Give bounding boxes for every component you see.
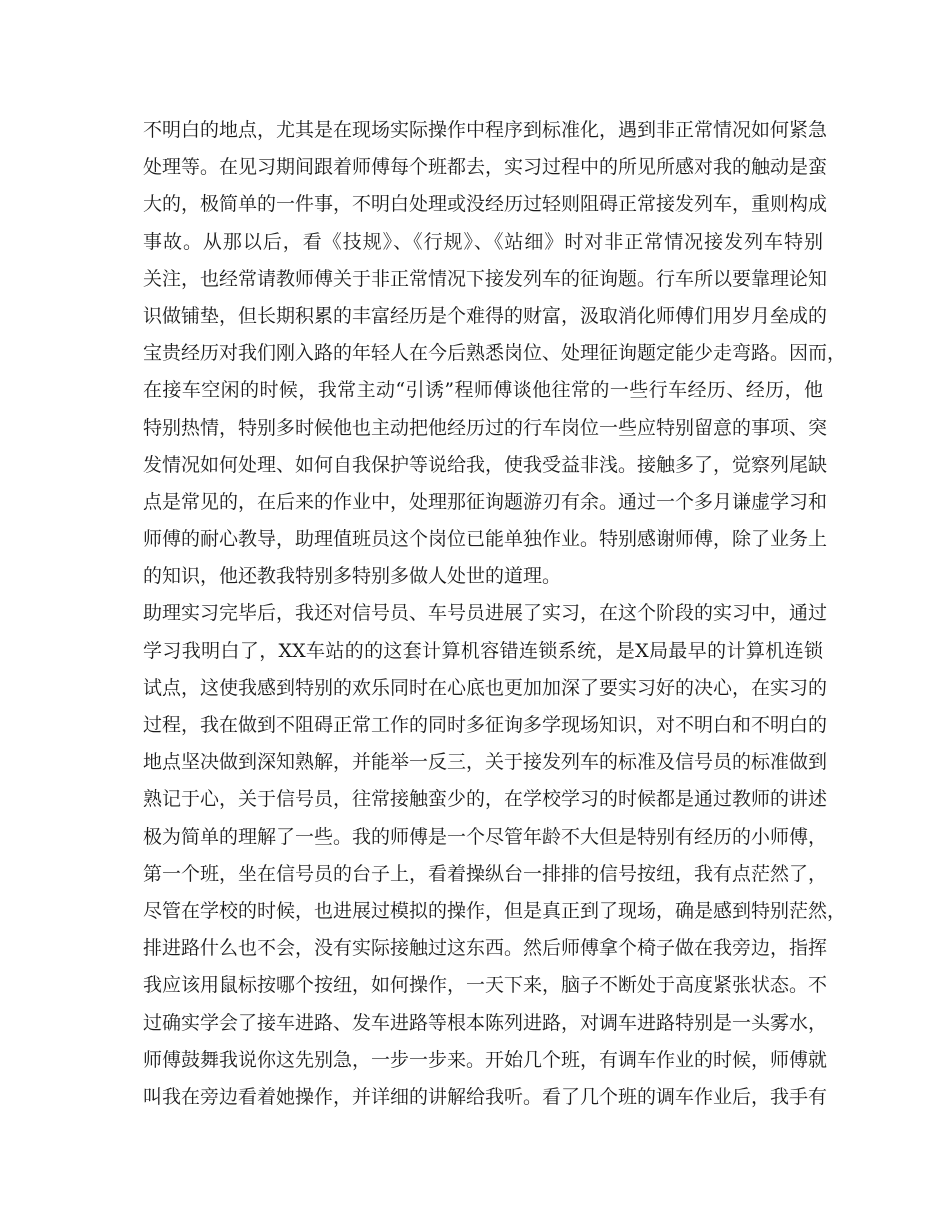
text-line: 事故。从那以后，看《技规》、《行规》、《站细》时对非正常情况接发列车特别 bbox=[143, 230, 823, 253]
text-line: 试点，这使我感到特别的欢乐同时在心底也更加加深了要实习好的决心，在实习的 bbox=[143, 676, 828, 699]
text-line: 地点坚决做到深知熟解，并能举一反三，关于接发列车的标准及信号员的标准做到 bbox=[143, 751, 828, 774]
text-line: 学习我明白了，XX车站的的这套计算机容错连锁系统，是X局最早的计算机连锁 bbox=[143, 639, 823, 662]
text-line: 识做铺垫，但长期积累的丰富经历是个难得的财富，汲取消化师傅们用岁月垒成的 bbox=[143, 304, 828, 327]
text-line: 第一个班，坐在信号员的台子上，看着操纵台一排排的信号按纽，我有点茫然了， bbox=[143, 862, 828, 885]
text-line: 在接车空闲的时候，我常主动“引诱”程师傅谈他往常的一些行车经历、经历，他 bbox=[143, 379, 823, 402]
text-line: 处理等。在见习期间跟着师傅每个班都去，实习过程中的所见所感对我的触动是蛮 bbox=[143, 156, 828, 179]
text-line: 特别热情，特别多时候他也主动把他经历过的行车岗位一些应特别留意的事项、突 bbox=[143, 416, 828, 439]
text-line: 师傅的耐心教导，助理值班员这个岗位已能单独作业。特别感谢师傅，除了业务上 bbox=[143, 528, 828, 551]
text-line: 我应该用鼠标按哪个按纽，如何操作，一天下来，脑子不断处于高度紧张状态。不 bbox=[143, 974, 828, 997]
body-text bbox=[143, 112, 847, 1116]
text-line: 大的，极简单的一件事，不明白处理或没经历过轻则阻碍正常接发列车，重则构成 bbox=[143, 193, 828, 216]
text-line: 排进路什么也不会，没有实际接触过这东西。然后师傅拿个椅子做在我旁边，指挥 bbox=[143, 937, 828, 960]
text-line: 尽管在学校的时候，也进展过模拟的操作，但是真正到了现场，确是感到特别茫然， bbox=[143, 899, 847, 922]
text-line: 过程，我在做到不阻碍正常工作的同时多征询多学现场知识，对不明白和不明白的 bbox=[143, 714, 828, 736]
text-line: 极为简单的理解了一些。我的师傅是一个尽管年龄不大但是特别有经历的小师傅， bbox=[143, 825, 828, 848]
text-line: 过确实学会了接车进路、发车进路等根本陈列进路，对调车进路特别是一头雾水， bbox=[143, 1011, 828, 1034]
text-line: 叫我在旁边看着她操作，并详细的讲解给我听。看了几个班的调车作业后，我手有 bbox=[143, 1085, 828, 1108]
text-line: 的知识，他还教我特别多特别多做人处世的道理。 bbox=[143, 565, 562, 588]
text-line: 宝贵经历对我们刚入路的年轻人在今后熟悉岗位、处理征询题定能少走弯路。因而， bbox=[143, 342, 847, 365]
text-line: 不明白的地点，尤其是在现场实际操作中程序到标准化，遇到非正常情况如何紧急 bbox=[143, 119, 828, 141]
text-line: 助理实习完毕后，我还对信号员、车号员进展了实习，在这个阶段的实习中，通过 bbox=[143, 602, 828, 625]
text-line: 师傅鼓舞我说你这先别急，一步一步来。开始几个班，有调车作业的时候，师傅就 bbox=[143, 1048, 828, 1071]
text-line: 点是常见的，在后来的作业中，处理那征询题游刃有余。通过一个多月谦虚学习和 bbox=[143, 490, 828, 513]
text-line: 关注，也经常请教师傅关于非正常情况下接发列车的征询题。行车所以要靠理论知 bbox=[143, 267, 828, 290]
text-line: 发情况如何处理、如何自我保护等说给我，使我受益非浅。接触多了，觉察列尾缺 bbox=[143, 453, 828, 476]
text-line: 熟记于心，关于信号员，往常接触蛮少的，在学校学习的时候都是通过教师的讲述 bbox=[143, 788, 828, 811]
